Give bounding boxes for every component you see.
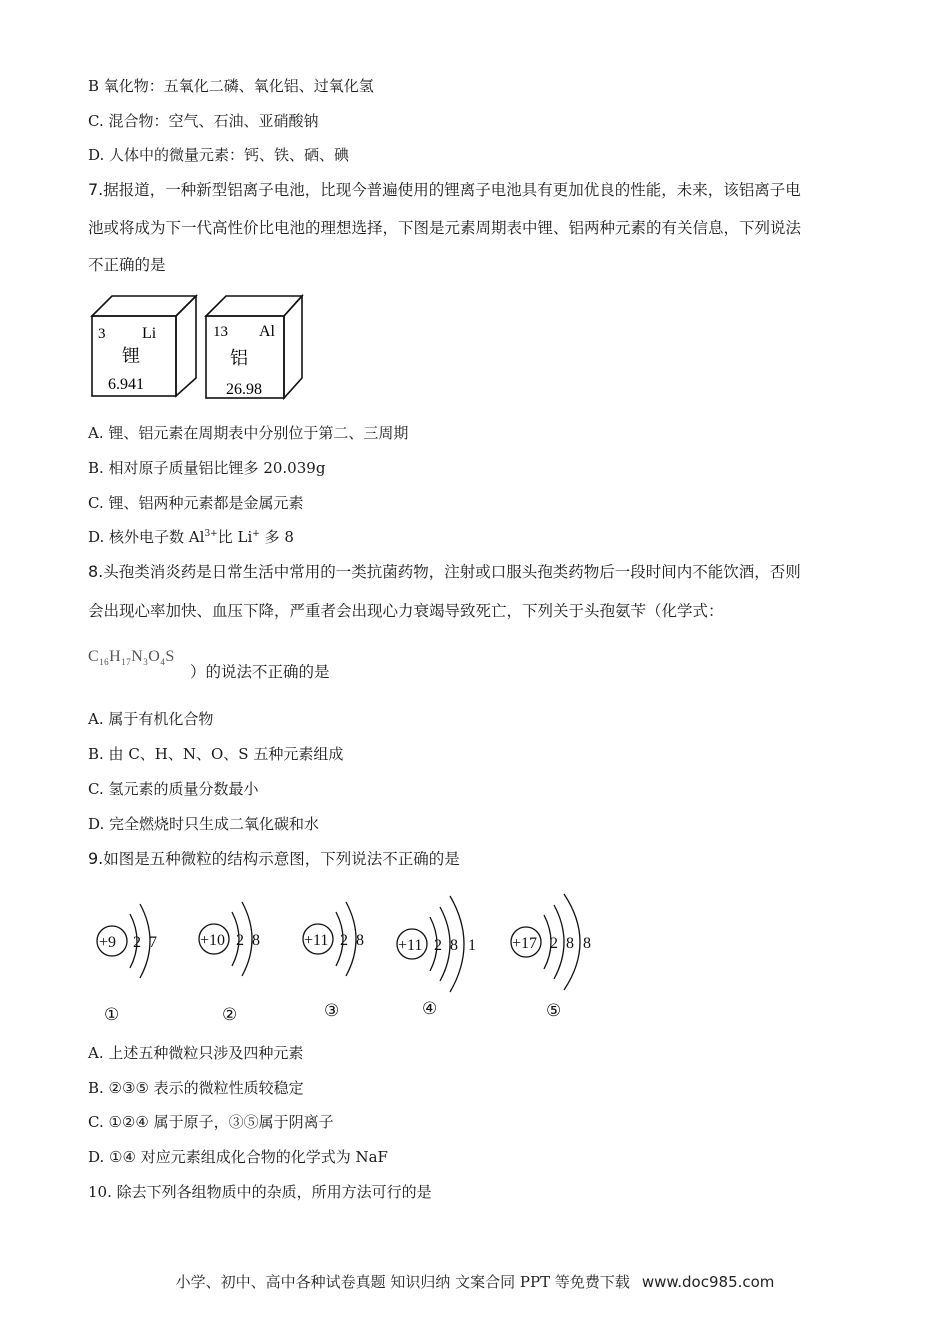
q7-number: 7.	[88, 180, 104, 199]
particle-3	[303, 902, 364, 1020]
svg-text:8: 8	[252, 932, 260, 949]
q7-option-d: D. 核外电子数 $Al^{3+}$比 Li+ 多 8	[88, 528, 294, 546]
svg-text:8: 8	[583, 935, 591, 952]
q8-stem-line2: 会出现心率加快、血压下降，严重者会出现心力衰竭导致死亡，下列关于头孢氨苄（化学式：	[88, 602, 724, 620]
particle-5	[511, 905, 591, 1020]
particle-4	[397, 896, 476, 1018]
svg-text:2: 2	[236, 932, 244, 949]
q6-option-b: B 氧化物：五氧化二磷、氧化铝、过氧化氢	[88, 77, 374, 95]
particle-1	[97, 904, 157, 1024]
element-cards-figure	[88, 290, 308, 402]
svg-text:2: 2	[133, 934, 141, 951]
svg-text:+11: +11	[398, 937, 423, 954]
q8-number: 8.	[88, 562, 104, 581]
q7-option-c: C. 锂、铝两种元素都是金属元素	[88, 494, 304, 512]
page-footer	[0, 1271, 950, 1292]
svg-text:8: 8	[356, 932, 364, 949]
svg-text:+11: +11	[304, 932, 329, 949]
svg-text:+9: +9	[99, 934, 117, 951]
particle-label-2: ②	[222, 1005, 238, 1024]
q9-option-b: B. ②③⑤ 表示的微粒性质较稳定	[88, 1079, 304, 1097]
footer-text: 小学、初中、高中各种试卷真题 知识归纳 文案合同 PPT 等免费下载	[175, 1273, 630, 1291]
q8-option-c: C. 氢元素的质量分数最小	[88, 780, 259, 798]
svg-text:2: 2	[434, 937, 442, 954]
al-atomic-mass: 26.98	[226, 381, 262, 398]
al-symbol: Al	[259, 323, 275, 340]
q9-number: 9.	[88, 849, 104, 868]
q8-option-b: B. 由 C、H、N、O、S 五种元素组成	[88, 745, 344, 763]
q9-option-c: C. ①②④ 属于原子，③⑤属于阴离子	[88, 1113, 334, 1131]
q8-option-d: D. 完全燃烧时只生成二氧化碳和水	[88, 815, 320, 833]
li-atomic-number: 3	[98, 326, 106, 342]
li-atomic-mass: 6.941	[108, 376, 144, 393]
q7-stem-line2: 池或将成为下一代高性价比电池的理想选择，下图是元素周期表中锂、铝两种元素的有关信息，下列说法	[88, 219, 802, 237]
q7-option-b: B. 相对原子质量铝比锂多 20.039g	[88, 459, 326, 477]
svg-text:2: 2	[550, 935, 558, 952]
q7-stem-line3: 不正确的是	[88, 256, 166, 274]
q8-chemical-formula: $C_{16}H_{17}N_3O_4S$	[88, 648, 175, 668]
particle-label-1: ①	[104, 1005, 120, 1024]
q6-option-d: D. 人体中的微量元素：钙、铁、硒、碘	[88, 146, 350, 164]
svg-text:8: 8	[450, 937, 458, 954]
q9-option-d: D. ①④ 对应元素组成化合物的化学式为 NaF	[88, 1148, 388, 1166]
q9-stem: 9.如图是五种微粒的结构示意图，下列说法不正确的是	[88, 849, 460, 868]
svg-text:8: 8	[566, 935, 574, 952]
svg-text:+10: +10	[200, 932, 226, 949]
footer-site-link[interactable]: www.doc985.com	[641, 1273, 775, 1291]
li-name: 锂	[122, 346, 140, 366]
particle-2	[199, 902, 260, 1024]
q8-stem-line1: 8.头孢类消炎药是日常生活中常用的一类抗菌药物，注射或口服头孢类药物后一段时间内不能饮酒，否则	[88, 562, 801, 581]
al-name: 铝	[230, 348, 248, 368]
li-symbol: Li	[142, 325, 157, 342]
q7-stem-line1: 7.据报道，一种新型铝离子电池，比现今普遍使用的锂离子电池具有更加优良的性能，未来，该铝离子电	[88, 180, 801, 199]
q9-option-a: A. 上述五种微粒只涉及四种元素	[88, 1044, 304, 1062]
atomic-structure-figure	[88, 884, 608, 1024]
q7-option-a: A. 锂、铝元素在周期表中分别位于第二、三周期	[88, 424, 409, 442]
q8-stem-line3: ）的说法不正确的是	[190, 663, 330, 681]
svg-text:2: 2	[340, 932, 348, 949]
svg-text:7: 7	[149, 934, 157, 951]
q8-option-a: A. 属于有机化合物	[88, 710, 214, 728]
particle-label-5: ⑤	[546, 1001, 562, 1020]
q10-stem: 10. 除去下列各组物质中的杂质，所用方法可行的是	[88, 1183, 432, 1201]
particle-label-3: ③	[324, 1001, 340, 1020]
q6-option-c: C. 混合物：空气、石油、亚硝酸钠	[88, 112, 319, 130]
svg-text:+17: +17	[512, 935, 538, 952]
svg-text:1: 1	[468, 937, 476, 954]
al-atomic-number: 13	[213, 324, 228, 340]
particle-label-4: ④	[422, 999, 438, 1018]
